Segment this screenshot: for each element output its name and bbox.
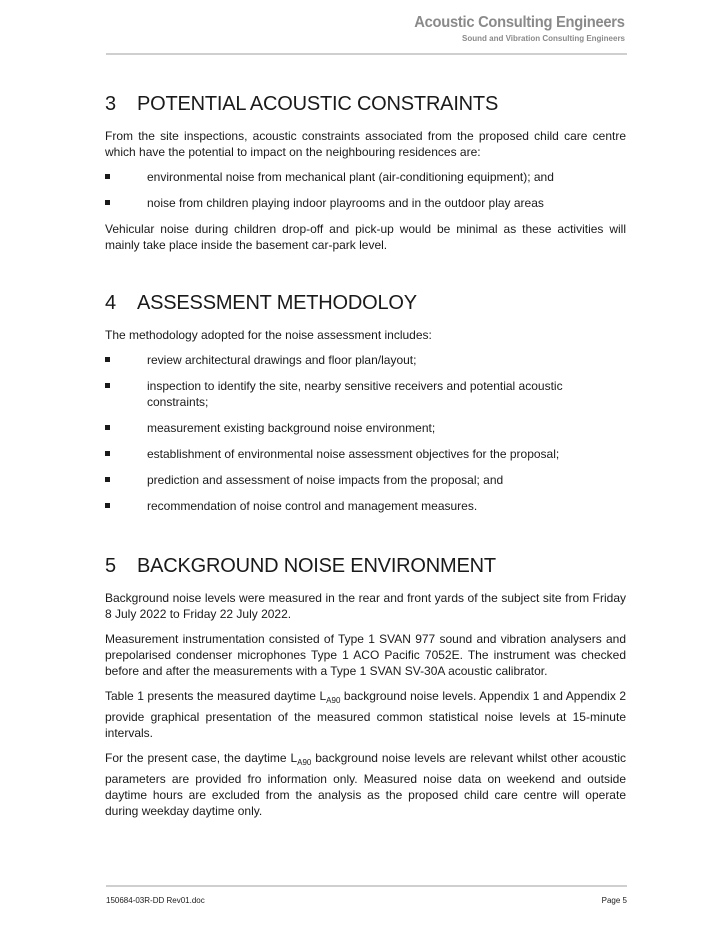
section-4	[105, 291, 626, 514]
bullet-icon	[105, 425, 110, 430]
section-5	[105, 554, 626, 819]
section-title: POTENTIAL ACOUSTIC CONSTRAINTS	[137, 93, 499, 115]
bullet-icon	[105, 357, 110, 362]
list-item: noise from children playing indoor playrooms and in the outdoor play areas	[105, 195, 626, 211]
section-number: 4	[105, 292, 116, 314]
paragraph: From the site inspections, acoustic constraints associated from the proposed child care centre which have the potential to impact on the neighbouring residences are:	[105, 129, 626, 159]
company-tagline: Sound and Vibration Consulting Engineers	[462, 34, 625, 43]
bullet-list	[105, 169, 626, 211]
document-id: 150684-03R-DD Rev01.doc	[106, 896, 205, 905]
paragraph: For the present case, the daytime $L_{A90}$ background noise levels are relevant whilst other acoustic parameters are provided fro information only. Measured noise data on weekend and outside daytime hours are excluded from the analysis as the proposed child care centre will operate during weekday daytime only.	[105, 751, 626, 818]
paragraph: Table 1 presents the measured daytime $L_{A90}$ background noise levels. Appendix 1 and Appendix 2 provide graphical presentation of the measured common statistical noise levels at 15-minute intervals.	[105, 689, 626, 740]
list-item: recommendation of noise control and management measures.	[105, 498, 626, 514]
page-number: Page 5	[601, 896, 627, 905]
list-item: environmental noise from mechanical plant (air-conditioning equipment); and	[105, 169, 626, 185]
bullet-icon	[105, 503, 110, 508]
paragraph: Vehicular noise during children drop-off and pick-up would be minimal as these activities will mainly take place inside the basement car-park level.	[105, 222, 626, 252]
bullet-icon	[105, 174, 110, 179]
paragraph: Measurement instrumentation consisted of Type 1 SVAN 977 sound and vibration analysers and prepolarised condenser microphones Type 1 ACO Pacific 7052E. The instrument was checked before and after the measurements with a Type 1 SVAN SV-30A acoustic calibrator.	[105, 632, 626, 678]
bullet-icon	[105, 200, 110, 205]
page-header	[396, 14, 625, 43]
section-heading	[105, 92, 626, 116]
section-title: BACKGROUND NOISE ENVIRONMENT	[137, 555, 496, 577]
list-item: review architectural drawings and floor plan/layout;	[105, 352, 626, 368]
subscript: A90	[326, 696, 341, 705]
section-title: ASSESSMENT METHODOLOY	[137, 292, 417, 314]
list-item: measurement existing background noise environment;	[105, 420, 626, 436]
paragraph: The methodology adopted for the noise assessment includes:	[105, 328, 432, 342]
section-number: 5	[105, 555, 116, 577]
section-heading	[105, 554, 626, 578]
document-body	[105, 92, 626, 857]
list-item: prediction and assessment of noise impacts from the proposal; and	[105, 472, 626, 488]
section-3	[105, 92, 626, 253]
bullet-icon	[105, 383, 110, 388]
paragraph: Background noise levels were measured in the rear and front yards of the subject site from Friday 8 July 2022 to Friday 22 July 2022.	[105, 591, 626, 621]
bullet-icon	[105, 451, 110, 456]
bullet-icon	[105, 477, 110, 482]
header-divider	[106, 53, 627, 55]
company-name: Acoustic Consulting Engineers	[414, 14, 625, 31]
list-item: establishment of environmental noise assessment objectives for the proposal;	[105, 446, 626, 462]
bullet-list	[105, 352, 626, 514]
list-item: inspection to identify the site, nearby sensitive receivers and potential acoustic constraints;	[105, 378, 626, 410]
footer-divider	[106, 885, 627, 887]
section-number: 3	[105, 93, 116, 115]
subscript: A90	[297, 758, 312, 767]
section-heading	[105, 291, 626, 315]
